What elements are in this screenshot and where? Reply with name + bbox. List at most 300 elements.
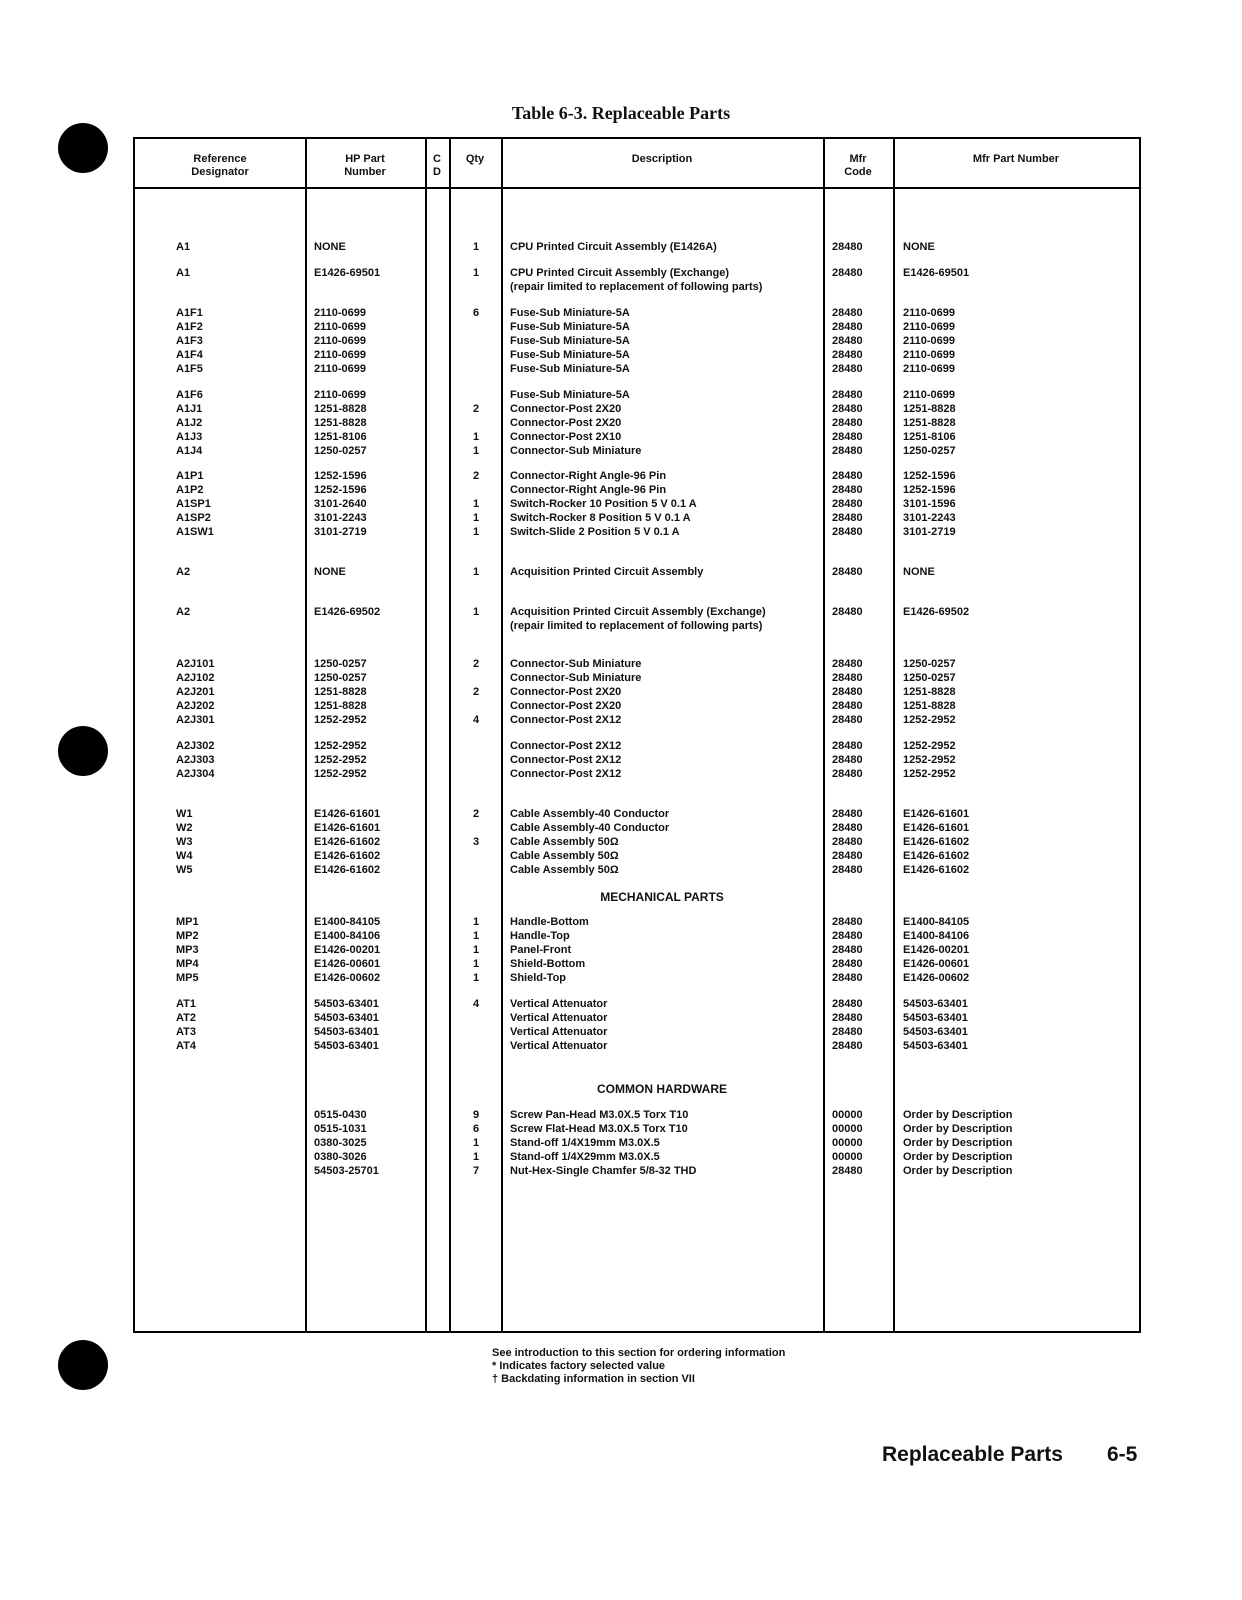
cell-mfr-part-number: 2110-0699	[903, 389, 955, 401]
table-row	[135, 498, 1139, 512]
cell-description: Vertical Attenuator	[510, 1012, 608, 1024]
table-row	[135, 972, 1139, 986]
cell-description: Screw Pan-Head M3.0X.5 Torx T10	[510, 1109, 689, 1121]
cell-hp-part-number: 0380-3026	[314, 1151, 367, 1163]
cell-reference-designator: A2J301	[176, 714, 215, 726]
cell-mfr-code: 28480	[832, 1040, 863, 1052]
cell-mfr-code: 28480	[832, 498, 863, 510]
cell-reference-designator: A1F3	[176, 335, 203, 347]
cell-description: Connector-Post 2X20	[510, 417, 622, 429]
cell-mfr-part-number: 1252-2952	[903, 768, 956, 780]
section-mechanical-parts: MECHANICAL PARTS	[600, 890, 724, 904]
table-row	[135, 389, 1139, 403]
cell-mfr-part-number: 1251-8106	[903, 431, 956, 443]
note: * Indicates factory selected value	[492, 1360, 666, 1372]
cell-qty: 1	[472, 944, 480, 956]
cell-mfr-part-number: Order by Description	[903, 1123, 1013, 1135]
cell-description: Switch-Rocker 8 Position 5 V 0.1 A	[510, 512, 691, 524]
table-row	[135, 944, 1139, 958]
cell-hp-part-number: E1400-84106	[314, 930, 381, 942]
cell-mfr-part-number: NONE	[903, 566, 935, 578]
cell-mfr-code: 28480	[832, 754, 863, 766]
cell-description: Connector-Post 2X12	[510, 754, 622, 766]
cell-reference-designator: A1P2	[176, 484, 204, 496]
table-row	[135, 686, 1139, 700]
cell-hp-part-number: E1426-61601	[314, 822, 381, 834]
footer-label: Replaceable Parts	[882, 1443, 1063, 1466]
cell-mfr-code: 28480	[832, 700, 863, 712]
cell-reference-designator: A2J102	[176, 672, 215, 684]
cell-hp-part-number: 54503-63401	[314, 1040, 379, 1052]
cell-hp-part-number: 2110-0699	[314, 307, 366, 319]
cell-description: Acquisition Printed Circuit Assembly (Exchange)	[510, 606, 766, 618]
cell-mfr-code: 28480	[832, 606, 863, 618]
cell-hp-part-number: E1426-00601	[314, 958, 381, 970]
parts-table	[133, 137, 1141, 1333]
cell-qty: 3	[472, 836, 480, 848]
table-row	[135, 403, 1139, 417]
cell-qty: 2	[472, 403, 480, 415]
table-row	[135, 672, 1139, 686]
table-row	[135, 431, 1139, 445]
cell-mfr-code: 28480	[832, 958, 863, 970]
table-row	[135, 241, 1139, 255]
cell-reference-designator: AT1	[176, 998, 196, 1010]
cell-qty: 1	[472, 498, 480, 510]
cell-mfr-part-number: 3101-2719	[903, 526, 956, 538]
table-title: Table 6-3. Replaceable Parts	[511, 103, 731, 123]
cell-qty: 1	[472, 972, 480, 984]
cell-hp-part-number: E1426-00201	[314, 944, 381, 956]
cell-hp-part-number: E1426-61602	[314, 836, 381, 848]
cell-mfr-part-number: 54503-63401	[903, 1012, 968, 1024]
table-row	[135, 740, 1139, 754]
cell-reference-designator: AT3	[176, 1026, 196, 1038]
cell-reference-designator: A1	[176, 241, 191, 253]
cell-mfr-part-number: 2110-0699	[903, 363, 955, 375]
cell-description: Connector-Post 2X12	[510, 740, 622, 752]
table-row	[135, 566, 1139, 580]
table-row	[135, 658, 1139, 672]
cell-hp-part-number: 0515-1031	[314, 1123, 367, 1135]
cell-qty: 2	[472, 470, 480, 482]
cell-description: Connector-Post 2X12	[510, 768, 622, 780]
table-row	[135, 1165, 1139, 1179]
cell-mfr-code: 28480	[832, 836, 863, 848]
cell-mfr-code: 28480	[832, 389, 863, 401]
cell-reference-designator: A1SP1	[176, 498, 211, 510]
cell-qty: 4	[472, 714, 480, 726]
cell-reference-designator: W4	[176, 850, 193, 862]
cell-hp-part-number: E1426-61602	[314, 864, 381, 876]
table-row	[135, 808, 1139, 822]
cell-mfr-part-number: 1251-8828	[903, 700, 956, 712]
cell-reference-designator: MP1	[176, 916, 199, 928]
cell-reference-designator: A1SP2	[176, 512, 211, 524]
cell-description: Nut-Hex-Single Chamfer 5/8-32 THD	[510, 1165, 697, 1177]
note: † Backdating information in section VII	[492, 1373, 695, 1385]
cell-mfr-code: 28480	[832, 484, 863, 496]
header-cd: C D	[433, 153, 441, 178]
cell-hp-part-number: 2110-0699	[314, 321, 366, 333]
cell-qty: 1	[472, 930, 480, 942]
table-row	[135, 998, 1139, 1012]
cell-reference-designator: A2J304	[176, 768, 215, 780]
cell-description: Connector-Post 2X20	[510, 403, 622, 415]
cell-mfr-part-number: 3101-1596	[903, 498, 956, 510]
cell-mfr-code: 28480	[832, 307, 863, 319]
table-row	[135, 1040, 1139, 1054]
cell-mfr-code: 28480	[832, 930, 863, 942]
note: See introduction to this section for ordering information	[492, 1347, 786, 1359]
table-row	[135, 864, 1139, 878]
cell-description: (repair limited to replacement of following parts)	[510, 281, 763, 293]
table-row	[135, 445, 1139, 459]
cell-hp-part-number: 2110-0699	[314, 363, 366, 375]
cell-mfr-code: 28480	[832, 672, 863, 684]
table-row	[135, 335, 1139, 349]
cell-mfr-code: 28480	[832, 267, 863, 279]
cell-hp-part-number: 1252-1596	[314, 484, 367, 496]
cell-mfr-code: 28480	[832, 431, 863, 443]
cell-mfr-part-number: E1426-69501	[903, 267, 970, 279]
header-qty: Qty	[465, 153, 485, 165]
table-row	[135, 307, 1139, 321]
cell-description: Connector-Sub Miniature	[510, 672, 642, 684]
cell-mfr-part-number: E1426-61601	[903, 808, 970, 820]
cell-mfr-part-number: Order by Description	[903, 1151, 1013, 1163]
cell-mfr-part-number: Order by Description	[903, 1109, 1013, 1121]
cell-description: CPU Printed Circuit Assembly (Exchange)	[510, 267, 730, 279]
cell-hp-part-number: E1426-69502	[314, 606, 381, 618]
cell-description: Connector-Post 2X20	[510, 700, 622, 712]
cell-reference-designator: A2J101	[176, 658, 215, 670]
cell-qty: 1	[472, 1137, 480, 1149]
cell-mfr-part-number: 1252-2952	[903, 714, 956, 726]
cell-qty: 7	[472, 1165, 480, 1177]
cell-hp-part-number: 1251-8828	[314, 417, 367, 429]
table-row	[135, 1109, 1139, 1123]
cell-hp-part-number: E1426-61602	[314, 850, 381, 862]
header-reference-designator: Reference Designator	[191, 153, 249, 178]
cell-mfr-part-number: 1252-2952	[903, 754, 956, 766]
cell-mfr-part-number: E1400-84106	[903, 930, 970, 942]
cell-mfr-part-number: NONE	[903, 241, 935, 253]
table-row	[135, 321, 1139, 335]
cell-reference-designator: MP5	[176, 972, 199, 984]
cell-reference-designator: W5	[176, 864, 193, 876]
cell-mfr-code: 00000	[832, 1137, 863, 1149]
cell-hp-part-number: 1251-8828	[314, 403, 367, 415]
cell-hp-part-number: 2110-0699	[314, 389, 366, 401]
cell-qty: 1	[472, 241, 480, 253]
table-row	[135, 754, 1139, 768]
table-row	[135, 768, 1139, 782]
cell-description: Vertical Attenuator	[510, 1026, 608, 1038]
table-row	[135, 1123, 1139, 1137]
cell-qty: 1	[472, 526, 480, 538]
cell-mfr-code: 00000	[832, 1109, 863, 1121]
cell-mfr-code: 28480	[832, 916, 863, 928]
cell-mfr-part-number: 54503-63401	[903, 1026, 968, 1038]
cell-description: Vertical Attenuator	[510, 1040, 608, 1052]
table-row	[135, 1026, 1139, 1040]
cell-mfr-part-number: E1426-61602	[903, 864, 970, 876]
header-mfr-code: Mfr Code	[844, 153, 872, 178]
cell-qty: 1	[472, 958, 480, 970]
cell-hp-part-number: 54503-25701	[314, 1165, 379, 1177]
cell-hp-part-number: 1251-8106	[314, 431, 367, 443]
cell-mfr-code: 28480	[832, 363, 863, 375]
cell-description: Cable Assembly-40 Conductor	[510, 808, 670, 820]
cell-qty: 1	[472, 606, 480, 618]
cell-mfr-code: 28480	[832, 470, 863, 482]
cell-mfr-code: 28480	[832, 349, 863, 361]
cell-reference-designator: A1F6	[176, 389, 203, 401]
table-row	[135, 700, 1139, 714]
cell-mfr-code: 28480	[832, 335, 863, 347]
cell-mfr-part-number: 1250-0257	[903, 445, 956, 457]
cell-mfr-code: 28480	[832, 686, 863, 698]
cell-mfr-code: 28480	[832, 808, 863, 820]
cell-reference-designator: A1J2	[176, 417, 203, 429]
cell-qty: 6	[472, 1123, 480, 1135]
cell-reference-designator: MP4	[176, 958, 199, 970]
header-hp-part-number: HP Part Number	[344, 153, 386, 178]
cell-hp-part-number: E1426-00602	[314, 972, 381, 984]
cell-mfr-part-number: 1251-8828	[903, 686, 956, 698]
cell-reference-designator: A1F4	[176, 349, 203, 361]
cell-mfr-part-number: 1252-1596	[903, 484, 956, 496]
cell-description: Cable Assembly-40 Conductor	[510, 822, 670, 834]
cell-mfr-code: 28480	[832, 321, 863, 333]
cell-mfr-part-number: 2110-0699	[903, 349, 955, 361]
cell-hp-part-number: 1250-0257	[314, 672, 367, 684]
cell-mfr-code: 28480	[832, 768, 863, 780]
table-row	[135, 484, 1139, 498]
cell-reference-designator: A1SW1	[176, 526, 214, 538]
table-row	[135, 916, 1139, 930]
cell-hp-part-number: 1252-2952	[314, 714, 367, 726]
cell-qty: 1	[472, 512, 480, 524]
cell-mfr-part-number: E1426-61602	[903, 850, 970, 862]
cell-mfr-part-number: 1250-0257	[903, 672, 956, 684]
cell-hp-part-number: 3101-2640	[314, 498, 367, 510]
cell-mfr-code: 28480	[832, 864, 863, 876]
cell-reference-designator: AT4	[176, 1040, 196, 1052]
cell-mfr-part-number: Order by Description	[903, 1137, 1013, 1149]
cell-description: Cable Assembly 50Ω	[510, 850, 619, 862]
cell-description: (repair limited to replacement of following parts)	[510, 620, 763, 632]
cell-mfr-part-number: E1426-61601	[903, 822, 970, 834]
table-row	[135, 836, 1139, 850]
cell-hp-part-number: 1250-0257	[314, 658, 367, 670]
table-row	[135, 526, 1139, 540]
table-row	[135, 1151, 1139, 1165]
cell-description: Cable Assembly 50Ω	[510, 864, 619, 876]
cell-hp-part-number: E1426-61601	[314, 808, 381, 820]
cell-mfr-part-number: 2110-0699	[903, 307, 955, 319]
cell-hp-part-number: 3101-2243	[314, 512, 367, 524]
cell-description: Screw Flat-Head M3.0X.5 Torx T10	[510, 1123, 688, 1135]
cell-reference-designator: MP3	[176, 944, 199, 956]
cell-mfr-code: 28480	[832, 445, 863, 457]
cell-mfr-code: 28480	[832, 526, 863, 538]
cell-reference-designator: A1J3	[176, 431, 203, 443]
cell-mfr-part-number: 1251-8828	[903, 417, 956, 429]
cell-reference-designator: A2	[176, 606, 191, 618]
cell-qty: 1	[472, 445, 480, 457]
cell-description: Stand-off 1/4X19mm M3.0X.5	[510, 1137, 660, 1149]
binder-hole-top	[58, 123, 108, 173]
cell-mfr-part-number: 2110-0699	[903, 321, 955, 333]
cell-reference-designator: A1F2	[176, 321, 203, 333]
cell-mfr-code: 28480	[832, 714, 863, 726]
cell-description: Cable Assembly 50Ω	[510, 836, 619, 848]
cell-reference-designator: W3	[176, 836, 193, 848]
cell-description: Connector-Post 2X12	[510, 714, 622, 726]
table-row	[135, 1137, 1139, 1151]
cell-description: Fuse-Sub Miniature-5A	[510, 363, 630, 375]
cell-mfr-code: 28480	[832, 658, 863, 670]
cell-description: Connector-Sub Miniature	[510, 658, 642, 670]
table-row	[135, 930, 1139, 944]
cell-description: Handle-Bottom	[510, 916, 589, 928]
cell-description: Stand-off 1/4X29mm M3.0X.5	[510, 1151, 660, 1163]
cell-mfr-code: 28480	[832, 417, 863, 429]
cell-mfr-code: 28480	[832, 403, 863, 415]
table-row	[135, 512, 1139, 526]
cell-description: Connector-Right Angle-96 Pin	[510, 484, 667, 496]
cell-mfr-part-number: E1426-00601	[903, 958, 970, 970]
cell-hp-part-number: 1251-8828	[314, 700, 367, 712]
cell-hp-part-number: 1252-1596	[314, 470, 367, 482]
cell-mfr-code: 28480	[832, 998, 863, 1010]
cell-hp-part-number: 54503-63401	[314, 1026, 379, 1038]
cell-mfr-part-number: 1251-8828	[903, 403, 956, 415]
cell-hp-part-number: NONE	[314, 566, 346, 578]
cell-description: Acquisition Printed Circuit Assembly	[510, 566, 704, 578]
binder-hole-middle	[58, 726, 108, 776]
cell-description: Connector-Sub Miniature	[510, 445, 642, 457]
cell-mfr-code: 28480	[832, 740, 863, 752]
table-row	[135, 349, 1139, 363]
cell-mfr-code: 28480	[832, 972, 863, 984]
table-row	[135, 822, 1139, 836]
cell-hp-part-number: 1252-2952	[314, 740, 367, 752]
cell-mfr-part-number: 1252-2952	[903, 740, 956, 752]
cell-mfr-part-number: 3101-2243	[903, 512, 956, 524]
cell-description: Fuse-Sub Miniature-5A	[510, 307, 630, 319]
table-row	[135, 850, 1139, 864]
cell-qty: 6	[472, 307, 480, 319]
table-notes	[492, 1347, 785, 1386]
cell-mfr-code: 28480	[832, 1026, 863, 1038]
cell-description: Connector-Post 2X20	[510, 686, 622, 698]
cell-description: Fuse-Sub Miniature-5A	[510, 321, 630, 333]
cell-hp-part-number: 54503-63401	[314, 1012, 379, 1024]
cell-hp-part-number: E1400-84105	[314, 916, 381, 928]
cell-hp-part-number: 1252-2952	[314, 768, 367, 780]
cell-hp-part-number: 1251-8828	[314, 686, 367, 698]
cell-description: CPU Printed Circuit Assembly (E1426A)	[510, 241, 717, 253]
cell-hp-part-number: 3101-2719	[314, 526, 367, 538]
cell-description: Connector-Right Angle-96 Pin	[510, 470, 667, 482]
cell-qty: 1	[472, 916, 480, 928]
cell-reference-designator: A1F5	[176, 363, 203, 375]
cell-hp-part-number: NONE	[314, 241, 346, 253]
table-row	[135, 714, 1139, 728]
cell-hp-part-number: E1426-69501	[314, 267, 381, 279]
cell-qty: 2	[472, 808, 480, 820]
cell-qty: 9	[472, 1109, 480, 1121]
cell-reference-designator: W2	[176, 822, 193, 834]
cell-mfr-code: 00000	[832, 1151, 863, 1163]
cell-mfr-part-number: E1426-61602	[903, 836, 970, 848]
cell-qty: 4	[472, 998, 480, 1010]
cell-mfr-code: 28480	[832, 1012, 863, 1024]
cell-hp-part-number: 2110-0699	[314, 349, 366, 361]
table-row	[135, 281, 1139, 295]
table-row	[135, 417, 1139, 431]
cell-hp-part-number: 0380-3025	[314, 1137, 367, 1149]
cell-qty: 1	[472, 267, 480, 279]
cell-description: Fuse-Sub Miniature-5A	[510, 335, 630, 347]
cell-mfr-code: 28480	[832, 512, 863, 524]
cell-description: Switch-Slide 2 Position 5 V 0.1 A	[510, 526, 680, 538]
header-description: Description	[631, 153, 693, 165]
cell-description: Panel-Front	[510, 944, 572, 956]
cell-mfr-part-number: 1250-0257	[903, 658, 956, 670]
table-row	[135, 470, 1139, 484]
cell-hp-part-number: 2110-0699	[314, 335, 366, 347]
header-mfr-part-number: Mfr Part Number	[972, 153, 1060, 165]
cell-description: Shield-Top	[510, 972, 567, 984]
cell-description: Switch-Rocker 10 Position 5 V 0.1 A	[510, 498, 697, 510]
table-row	[135, 958, 1139, 972]
cell-mfr-part-number: E1426-00602	[903, 972, 970, 984]
cell-reference-designator: A2J303	[176, 754, 215, 766]
cell-qty: 1	[472, 566, 480, 578]
cell-mfr-code: 28480	[832, 1165, 863, 1177]
cell-mfr-part-number: E1400-84105	[903, 916, 970, 928]
cell-mfr-part-number: E1426-00201	[903, 944, 970, 956]
cell-mfr-part-number: Order by Description	[903, 1165, 1013, 1177]
cell-mfr-part-number: 54503-63401	[903, 1040, 968, 1052]
cell-mfr-part-number: 54503-63401	[903, 998, 968, 1010]
cell-reference-designator: MP2	[176, 930, 199, 942]
cell-mfr-code: 28480	[832, 566, 863, 578]
cell-mfr-code: 00000	[832, 1123, 863, 1135]
cell-mfr-code: 28480	[832, 822, 863, 834]
cell-reference-designator: A2J201	[176, 686, 215, 698]
cell-mfr-part-number: 1252-1596	[903, 470, 956, 482]
cell-mfr-code: 28480	[832, 944, 863, 956]
cell-description: Fuse-Sub Miniature-5A	[510, 349, 630, 361]
cell-qty: 1	[472, 431, 480, 443]
table-row	[135, 363, 1139, 377]
cell-qty: 2	[472, 686, 480, 698]
cell-reference-designator: AT2	[176, 1012, 196, 1024]
table-row	[135, 606, 1139, 620]
cell-reference-designator: A2	[176, 566, 191, 578]
cell-hp-part-number: 1250-0257	[314, 445, 367, 457]
cell-mfr-code: 28480	[832, 241, 863, 253]
cell-mfr-part-number: E1426-69502	[903, 606, 970, 618]
table-row	[135, 1012, 1139, 1026]
cell-reference-designator: A1	[176, 267, 191, 279]
cell-reference-designator: A1F1	[176, 307, 203, 319]
